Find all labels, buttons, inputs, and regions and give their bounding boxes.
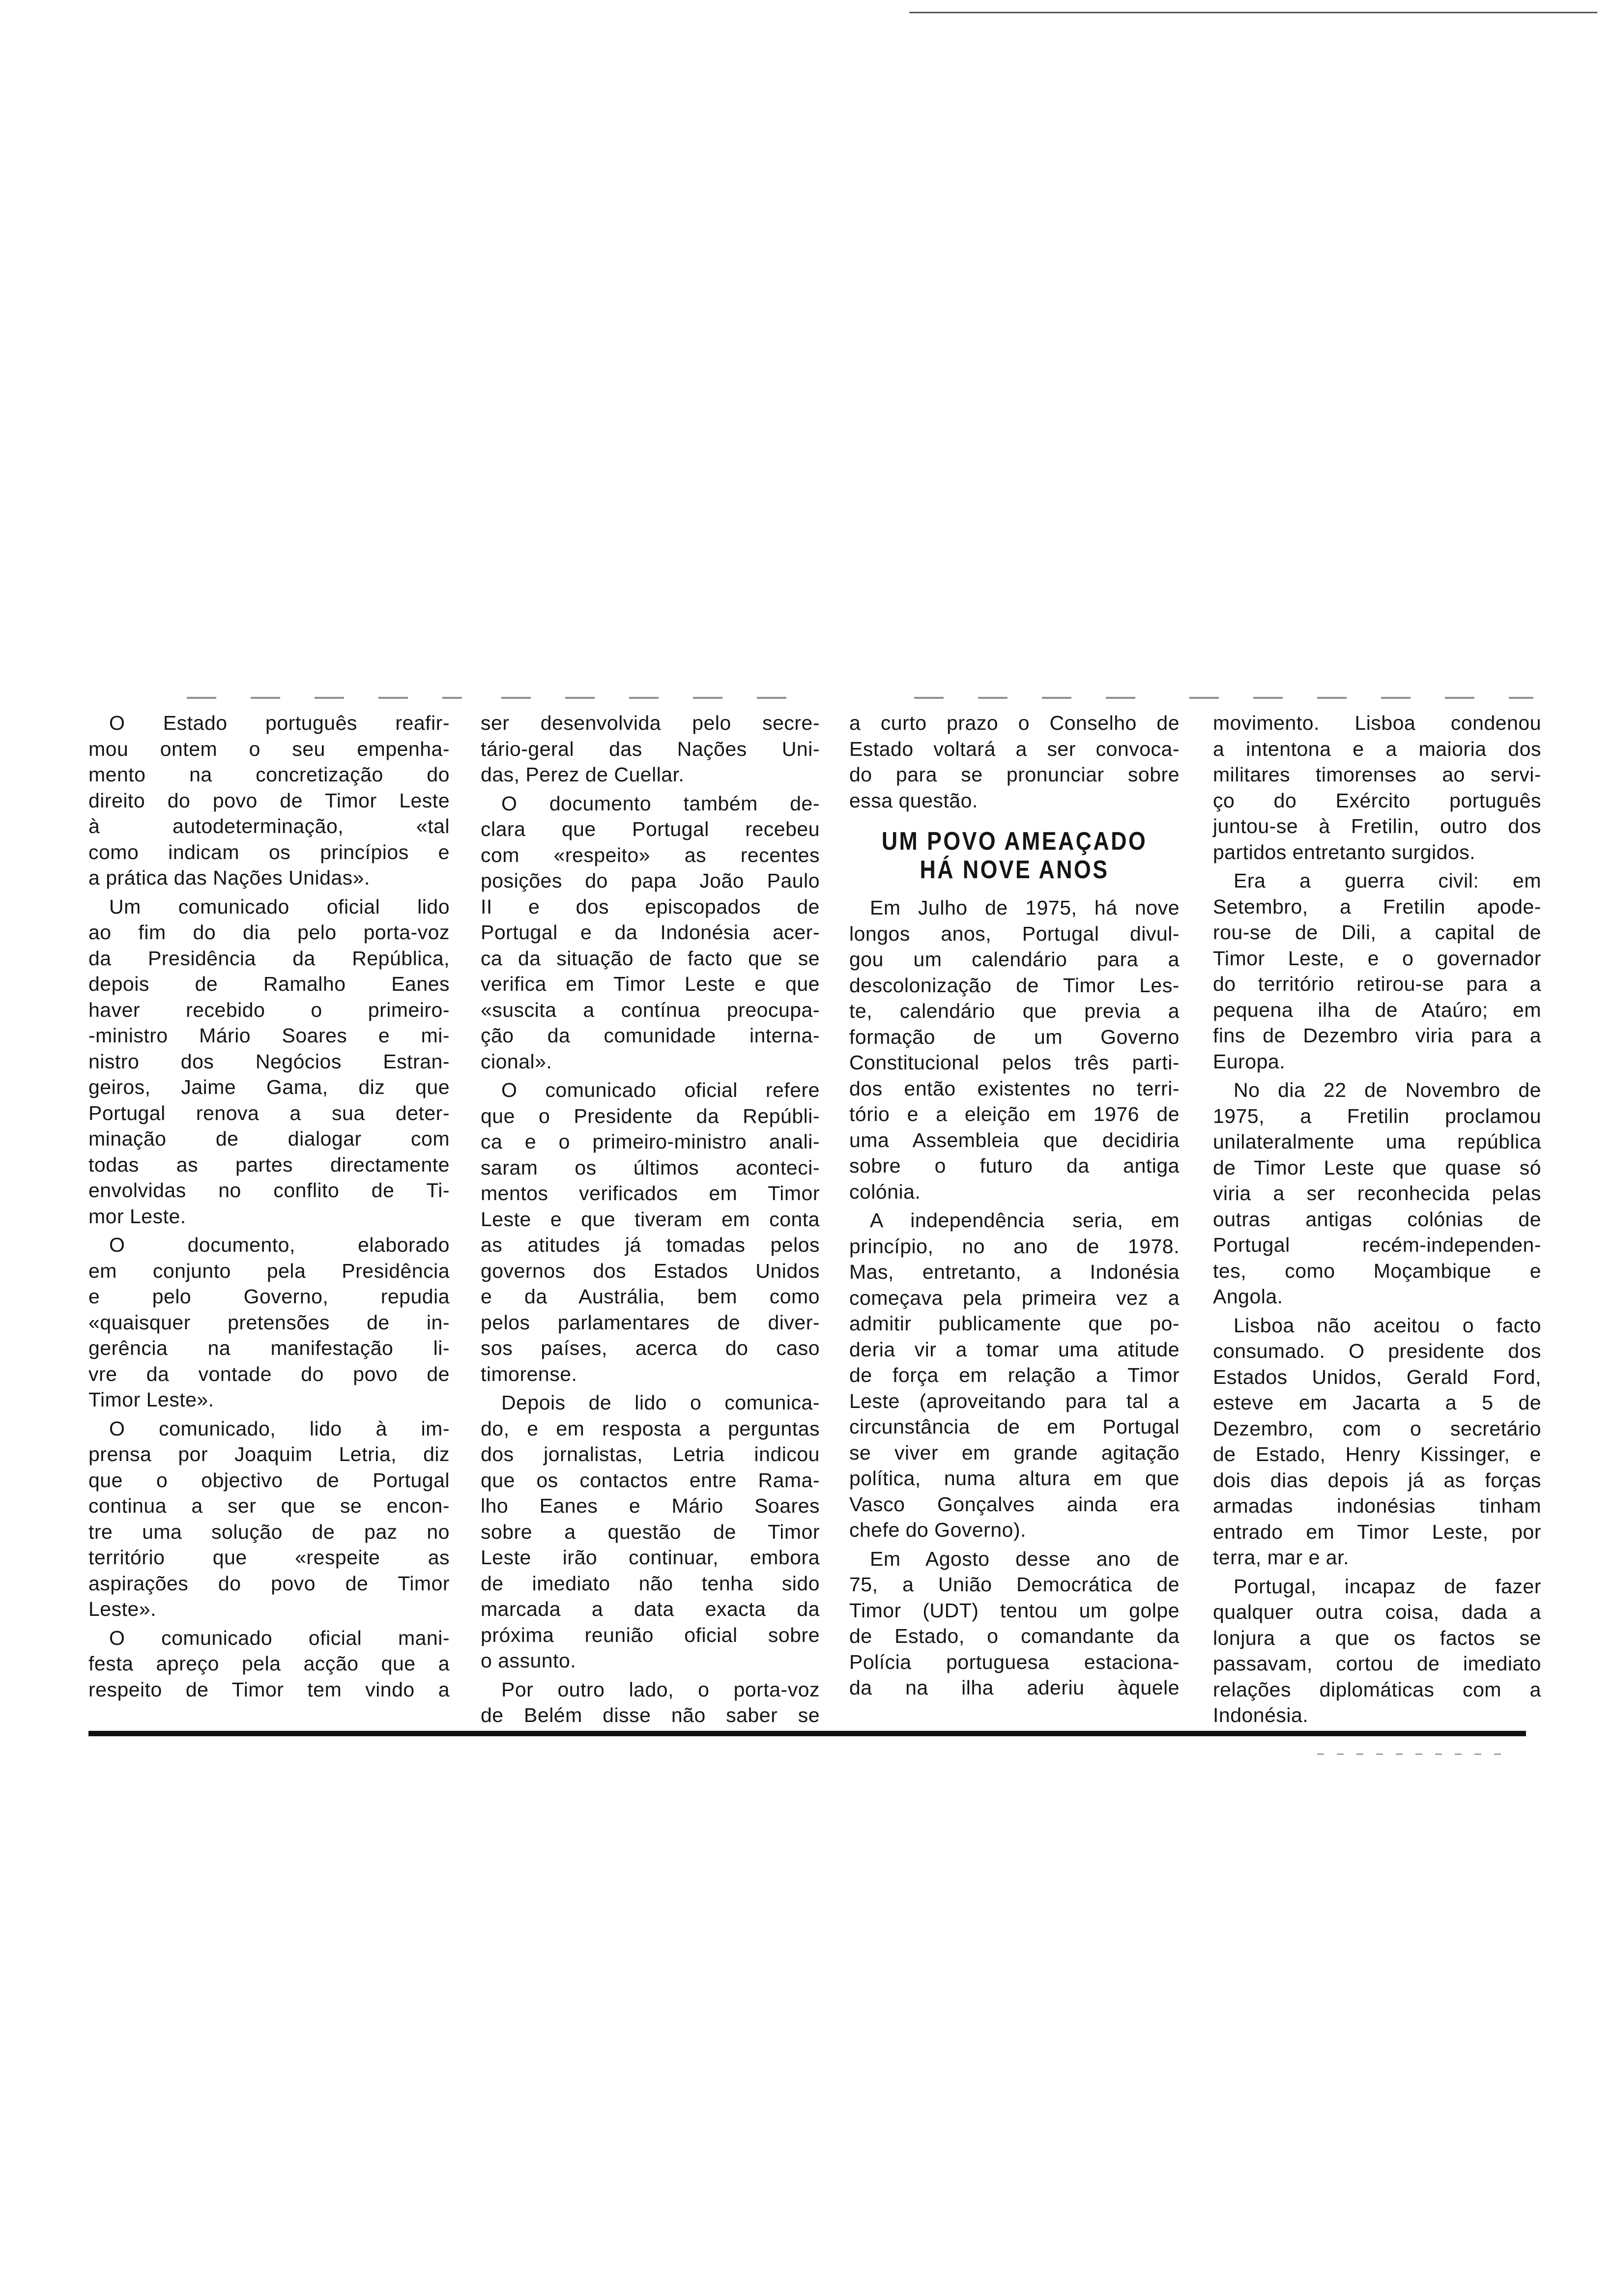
- text-line: tre uma solução de paz no: [88, 1520, 450, 1543]
- text-line: do, e em resposta a perguntas: [481, 1417, 820, 1440]
- text-line: Polícia portuguesa estaciona-: [849, 1650, 1180, 1673]
- text-line: Lisboa não aceitou o facto: [1234, 1314, 1541, 1337]
- text-line: chefe do Governo).: [849, 1519, 1026, 1541]
- text-line: cional».: [481, 1050, 552, 1073]
- text-line: Vasco Gonçalves ainda era: [849, 1492, 1180, 1516]
- text-line: clara que Portugal recebeu: [481, 818, 820, 840]
- text-line: Leste e que tiveram em conta: [481, 1207, 820, 1231]
- text-line: minação de dialogar com: [88, 1127, 450, 1150]
- text-line: lonjura a que os factos se: [1213, 1626, 1541, 1649]
- text-line: A independência seria, em: [870, 1209, 1180, 1232]
- text-line: e da Austrália, bem como: [481, 1285, 820, 1308]
- paragraph: [88, 1416, 450, 1622]
- text-line: partidos entretanto surgidos.: [1213, 840, 1476, 863]
- text-line: Timor Leste, e o governador: [1213, 947, 1541, 970]
- text-line: mento na concretização do: [88, 763, 450, 786]
- text-line: princípio, no ano de 1978.: [849, 1234, 1180, 1258]
- text-line: Timor Leste».: [88, 1388, 214, 1411]
- article-column-4: [1213, 710, 1541, 1731]
- text-line: direito do povo de Timor Leste: [88, 789, 450, 812]
- text-line: militares timorenses ao servi-: [1213, 763, 1541, 786]
- text-line: haver recebido o primeiro-: [88, 998, 450, 1021]
- top-scan-rule: [909, 12, 1597, 13]
- text-line: mentos verificados em Timor: [481, 1182, 820, 1205]
- text-line: uma Assembleia que decidiria: [849, 1128, 1180, 1151]
- text-line: mou ontem o seu empenha-: [88, 737, 450, 760]
- paragraph: [481, 1390, 820, 1674]
- text-line: O comunicado oficial refere: [501, 1079, 820, 1101]
- text-line: rou-se de Dili, a capital de: [1213, 921, 1541, 944]
- text-line: pequena ilha de Ataúro; em: [1213, 998, 1541, 1021]
- text-line: descolonização de Timor Les-: [849, 974, 1180, 997]
- text-line: prensa por Joaquim Letria, diz: [88, 1443, 450, 1465]
- paragraph: [1213, 710, 1541, 865]
- text-line: entrado em Timor Leste, por: [1213, 1520, 1541, 1543]
- text-line: viria a ser reconhecida pelas: [1213, 1182, 1541, 1205]
- text-line: de Estado, Henry Kissinger, e: [1213, 1443, 1541, 1465]
- paragraph: [849, 1546, 1180, 1701]
- text-line: ao fim do dia pelo porta-voz: [88, 921, 450, 944]
- text-line: se viver em grande agitação: [849, 1441, 1180, 1464]
- text-line: Leste irão continuar, embora: [481, 1546, 820, 1569]
- text-line: das, Perez de Cuellar.: [481, 763, 685, 786]
- text-line: Era a guerra civil: em: [1234, 869, 1541, 892]
- text-line: Portugal renova a sua deter-: [88, 1101, 450, 1124]
- text-line: ser desenvolvida pelo secre-: [481, 712, 820, 734]
- text-line: geiros, Jaime Gama, diz que: [88, 1076, 450, 1098]
- text-line: da na ilha aderiu àquele: [849, 1676, 1180, 1699]
- text-line: todas as partes directamente: [88, 1153, 450, 1176]
- column-top-rule: [187, 697, 462, 699]
- text-line: sobre a questão de Timor: [481, 1520, 820, 1543]
- text-line: tes, como Moçambique e: [1213, 1259, 1541, 1282]
- paragraph: [481, 1077, 820, 1387]
- paragraph: [88, 1232, 450, 1413]
- text-line: No dia 22 de Novembro de: [1234, 1079, 1541, 1101]
- text-line: esteve em Jacarta a 5 de: [1213, 1391, 1541, 1414]
- paragraph: [481, 1677, 820, 1728]
- article-column-2: [481, 710, 820, 1731]
- text-line: de Timor Leste que quase só: [1213, 1156, 1541, 1179]
- text-line: timorense.: [481, 1362, 577, 1385]
- paragraph: [481, 710, 820, 788]
- paragraph: [88, 1625, 450, 1703]
- paragraph: [88, 710, 450, 891]
- text-line: O documento, elaborado: [109, 1234, 450, 1256]
- text-line: próxima reunião oficial sobre: [481, 1623, 820, 1646]
- text-line: Angola.: [1213, 1285, 1283, 1308]
- text-line: de imediato não tenha sido: [481, 1572, 820, 1595]
- text-line: tório e a eleição em 1976 de: [849, 1103, 1180, 1125]
- column-top-rule: [914, 697, 1170, 699]
- text-line: Em Agosto desse ano de: [870, 1547, 1180, 1570]
- text-line: pelos parlamentares de diver-: [481, 1311, 820, 1334]
- text-line: ca da situação de facto que se: [481, 947, 820, 970]
- paragraph: [88, 894, 450, 1230]
- text-line: como indicam os princípios e: [88, 840, 450, 863]
- text-line: Leste (aproveitando para tal a: [849, 1389, 1180, 1412]
- text-line: lho Eanes e Mário Soares: [481, 1494, 820, 1517]
- text-line: dois dias depois já as forças: [1213, 1468, 1541, 1492]
- text-line: outras antigas colónias de: [1213, 1207, 1541, 1231]
- text-line: Estado voltará a ser convoca-: [849, 737, 1180, 760]
- text-line: respeito de Timor tem vindo a: [88, 1678, 450, 1701]
- text-line: Mas, entretanto, a Indonésia: [849, 1261, 1180, 1283]
- text-line: Setembro, a Fretilin apode-: [1213, 895, 1541, 918]
- text-line: mor Leste.: [88, 1205, 186, 1228]
- article-column-1: [88, 710, 450, 1705]
- text-line: Portugal e da Indonésia acer-: [481, 921, 820, 944]
- text-line: gerência na manifestação li-: [88, 1337, 450, 1359]
- text-line: deria vir a tomar uma atitude: [849, 1338, 1180, 1361]
- text-line: verifica em Timor Leste e que: [481, 973, 820, 995]
- text-line: ço do Exército português: [1213, 789, 1541, 812]
- text-line: festa apreço pela acção que a: [88, 1652, 450, 1675]
- text-line: 75, a União Democrática de: [849, 1573, 1180, 1596]
- paragraph: [849, 1207, 1180, 1543]
- text-line: movimento. Lisboa condenou: [1213, 712, 1541, 734]
- text-line: posições do papa João Paulo: [481, 869, 820, 892]
- text-line: terra, mar e ar.: [1213, 1546, 1349, 1569]
- text-line: dos então existentes no terri-: [849, 1077, 1180, 1100]
- text-line: as atitudes já tomadas pelos: [481, 1234, 820, 1256]
- text-line: O documento também de-: [501, 792, 820, 815]
- text-line: armadas indonésias tinham: [1213, 1494, 1541, 1517]
- text-line: -ministro Mário Soares e mi-: [88, 1024, 450, 1047]
- text-line: que os contactos entre Rama-: [481, 1468, 820, 1492]
- text-line: sobre o futuro da antiga: [849, 1154, 1180, 1177]
- text-line: circunstância de em Portugal: [849, 1415, 1180, 1438]
- text-line: Portugal, incapaz de fazer: [1234, 1575, 1541, 1598]
- heading-line: HÁ NOVE ANOS: [920, 856, 1109, 884]
- text-line: de força em relação a Timor: [849, 1364, 1180, 1386]
- text-line: juntou-se à Fretilin, outro dos: [1213, 815, 1541, 837]
- text-line: essa questão.: [849, 789, 978, 812]
- text-line: começava pela primeira vez a: [849, 1286, 1180, 1309]
- text-line: Depois de lido o comunica-: [501, 1391, 820, 1414]
- text-line: longos anos, Portugal divul-: [849, 922, 1180, 945]
- text-line: ca e o primeiro-ministro anali-: [481, 1130, 820, 1153]
- text-line: Constitucional pelos três parti-: [849, 1051, 1180, 1074]
- text-line: admitir publicamente que po-: [849, 1312, 1180, 1335]
- text-line: Leste».: [88, 1598, 156, 1620]
- text-line: governos dos Estados Unidos: [481, 1259, 820, 1282]
- text-line: gou um calendário para a: [849, 948, 1180, 971]
- paragraph: [1213, 1574, 1541, 1728]
- text-line: colónia.: [849, 1180, 921, 1203]
- text-line: fins de Dezembro viria para a: [1213, 1024, 1541, 1047]
- text-line: O comunicado, lido à im-: [109, 1417, 450, 1440]
- text-line: qualquer outra coisa, dada a: [1213, 1601, 1541, 1623]
- text-line: tário-geral das Nações Uni-: [481, 737, 820, 760]
- text-line: Portugal recém-independen-: [1213, 1234, 1541, 1256]
- paragraph: [849, 895, 1180, 1205]
- text-line: saram os últimos aconteci-: [481, 1156, 820, 1179]
- text-line: política, numa altura em que: [849, 1467, 1180, 1490]
- text-line: continua a ser que se encon-: [88, 1494, 450, 1517]
- text-line: a prática das Nações Unidas».: [88, 866, 370, 889]
- text-line: aspirações do povo de Timor: [88, 1572, 450, 1595]
- text-line: com «respeito» as recentes: [481, 843, 820, 866]
- column-top-rule: [501, 697, 801, 699]
- text-line: unilateralmente uma república: [1213, 1130, 1541, 1153]
- text-line: «quaisquer pretensões de in-: [88, 1311, 450, 1334]
- text-line: Em Julho de 1975, há nove: [870, 896, 1180, 919]
- text-line: Indonésia.: [1213, 1704, 1309, 1726]
- section-heading: [872, 827, 1156, 884]
- text-line: Europa.: [1213, 1050, 1286, 1073]
- paragraph: [849, 710, 1180, 813]
- text-line: relações diplomáticas com a: [1213, 1678, 1541, 1701]
- text-line: Dezembro, com o secretário: [1213, 1417, 1541, 1440]
- text-line: nistro dos Negócios Estran-: [88, 1050, 450, 1073]
- text-line: vre da vontade do povo de: [88, 1362, 450, 1385]
- text-line: dos jornalistas, Letria indicou: [481, 1443, 820, 1465]
- text-line: envolvidas no conflito de Ti-: [88, 1179, 450, 1202]
- text-line: Um comunicado oficial lido: [109, 895, 450, 918]
- text-line: passavam, cortou de imediato: [1213, 1652, 1541, 1675]
- text-line: de Belém disse não saber se: [481, 1704, 820, 1726]
- text-line: de Estado, o comandante da: [849, 1625, 1180, 1647]
- paragraph: [1213, 1313, 1541, 1571]
- text-line: da Presidência da República,: [88, 947, 450, 970]
- text-line: Estados Unidos, Gerald Ford,: [1213, 1365, 1541, 1388]
- text-line: que o objectivo de Portugal: [88, 1468, 450, 1492]
- bottom-rule: [88, 1731, 1526, 1736]
- column-top-rule: [1189, 697, 1533, 699]
- text-line: do para se pronunciar sobre: [849, 763, 1180, 786]
- text-line: depois de Ramalho Eanes: [88, 973, 450, 995]
- text-line: consumado. O presidente dos: [1213, 1340, 1541, 1362]
- text-line: O Estado português reafir-: [109, 712, 450, 734]
- text-line: 1975, a Fretilin proclamou: [1213, 1104, 1541, 1127]
- heading-line: UM POVO AMEAÇADO: [881, 827, 1148, 856]
- text-line: Por outro lado, o porta-voz: [501, 1678, 820, 1701]
- article-column-3: [849, 710, 1180, 1704]
- text-line: II e dos episcopados de: [481, 895, 820, 918]
- text-line: O comunicado oficial mani-: [109, 1626, 450, 1649]
- text-line: à autodeterminação, «tal: [88, 815, 450, 837]
- text-line: e pelo Governo, repudia: [88, 1285, 450, 1308]
- text-line: Timor (UDT) tentou um golpe: [849, 1599, 1180, 1622]
- scan-speckle: [1317, 1753, 1504, 1755]
- text-line: sos países, acerca do caso: [481, 1337, 820, 1359]
- text-line: que o Presidente da Repúbli-: [481, 1104, 820, 1127]
- paragraph: [481, 791, 820, 1075]
- text-line: a intentona e a maioria dos: [1213, 737, 1541, 760]
- text-line: formação de um Governo: [849, 1025, 1180, 1048]
- text-line: em conjunto pela Presidência: [88, 1259, 450, 1282]
- text-line: território que «respeite as: [88, 1546, 450, 1569]
- text-line: o assunto.: [481, 1649, 576, 1672]
- text-line: ção da comunidade interna-: [481, 1024, 820, 1047]
- text-line: do território retirou-se para a: [1213, 973, 1541, 995]
- paragraph: [1213, 868, 1541, 1074]
- text-line: «suscita a contínua preocupa-: [481, 998, 820, 1021]
- text-line: marcada a data exacta da: [481, 1598, 820, 1620]
- text-line: te, calendário que previa a: [849, 1000, 1180, 1022]
- text-line: a curto prazo o Conselho de: [849, 712, 1180, 734]
- paragraph: [1213, 1077, 1541, 1310]
